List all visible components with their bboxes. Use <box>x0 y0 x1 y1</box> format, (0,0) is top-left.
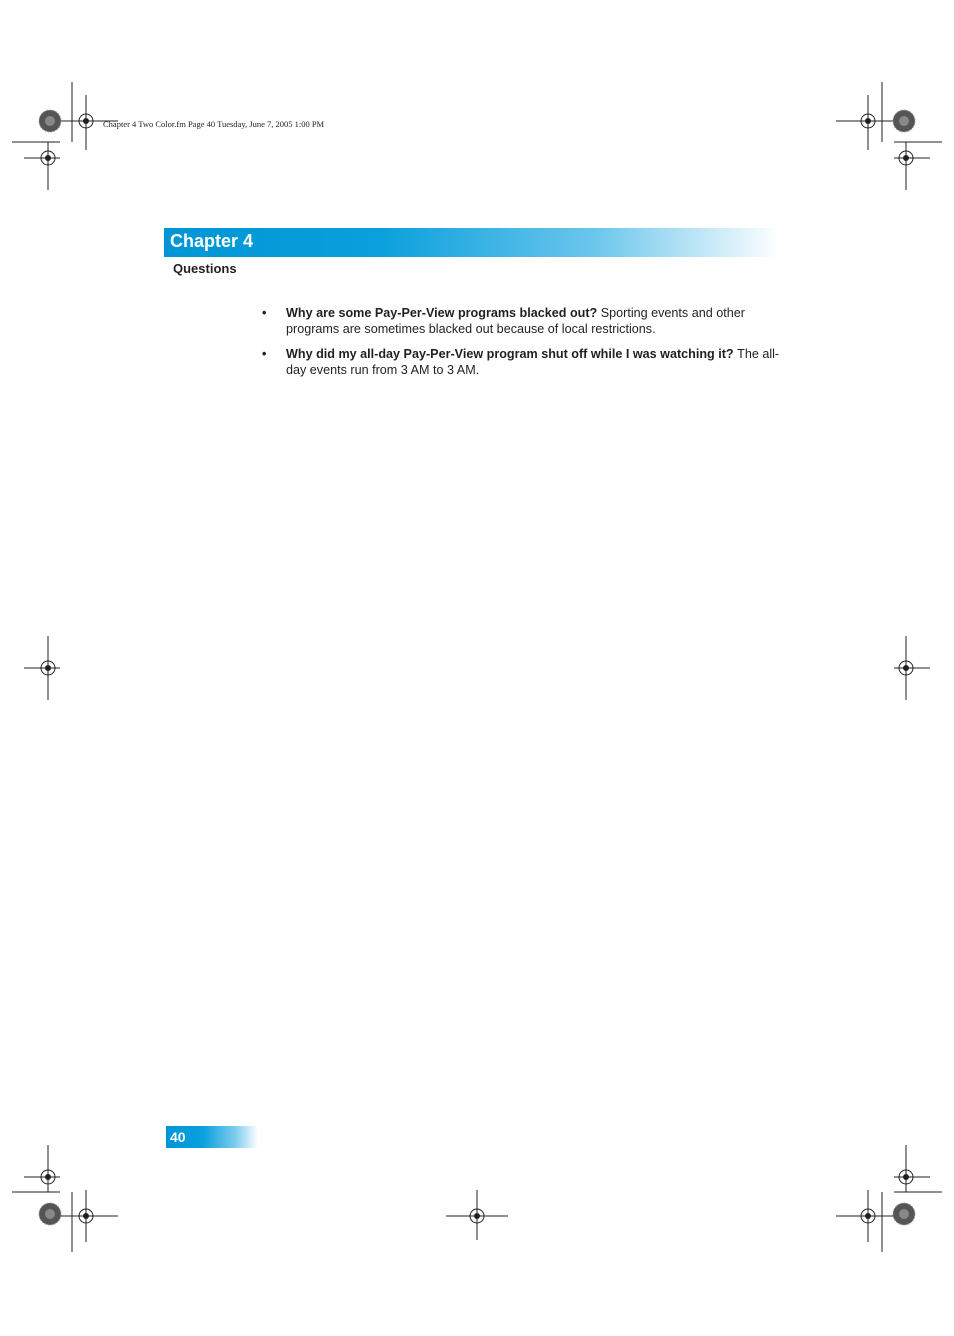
faq-question: Why are some Pay-Per-View programs blacked out? <box>286 306 601 320</box>
faq-item <box>262 305 792 337</box>
faq-list <box>262 305 792 387</box>
faq-question: Why did my all-day Pay-Per-View program shut off while I was watching it? <box>286 347 738 361</box>
faq-item <box>262 346 792 378</box>
bullet-icon: • <box>262 347 267 361</box>
faq-answer: The all-day events run from 3 AM to 3 AM. <box>286 347 780 377</box>
bullet-icon: • <box>262 306 267 320</box>
section-heading: Questions <box>173 261 237 276</box>
faq-answer: Sporting events and other programs are sometimes blacked out because of local restrictions. <box>286 306 745 336</box>
print-slug-line: Chapter 4 Two Color.fm Page 40 Tuesday, June 7, 2005 1:00 PM <box>103 119 325 129</box>
page-number: 40 <box>170 1129 186 1145</box>
chapter-header-bar <box>164 228 780 257</box>
chapter-title: Chapter 4 <box>170 231 254 251</box>
